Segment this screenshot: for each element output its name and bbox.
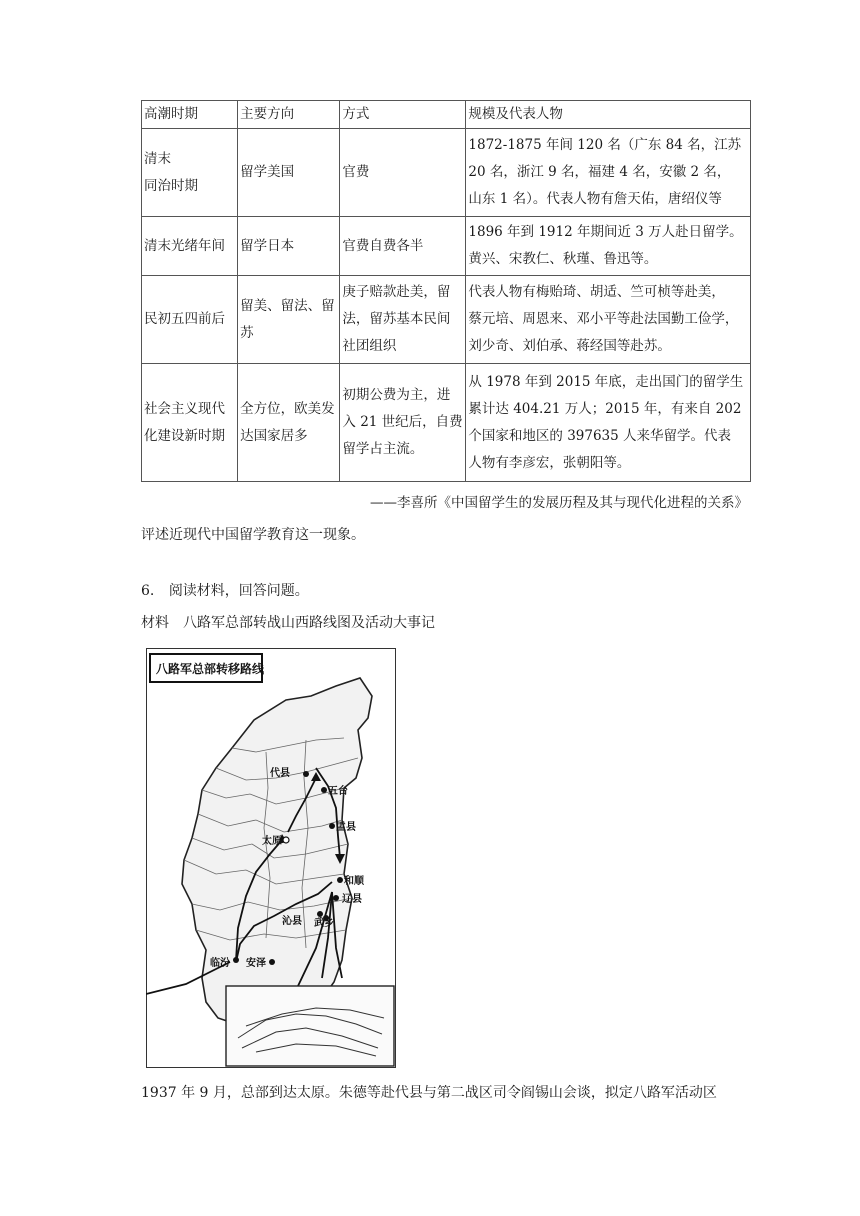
direction-cell bbox=[238, 364, 340, 482]
cell-line: 清末 bbox=[144, 150, 171, 167]
place-label: 代县 bbox=[270, 768, 290, 779]
study-abroad-table bbox=[141, 100, 751, 482]
period-cell: 清末光绪年间 bbox=[142, 217, 238, 276]
table-source-citation: ——李喜所《中国留学生的发展历程及其与现代化进程的关系》 bbox=[370, 495, 748, 511]
header-cell: 主要方向 bbox=[238, 101, 340, 129]
cell-line: 留美、留法、留 bbox=[240, 297, 335, 314]
detail-cell bbox=[466, 276, 751, 364]
cell-line: 人物有李彦宏，张朝阳等。 bbox=[468, 454, 631, 471]
cell-line: 达国家居多 bbox=[240, 427, 308, 444]
header-cell: 规模及代表人物 bbox=[466, 101, 751, 129]
question-instruction: 阅读材料，回答问题。 bbox=[168, 583, 309, 599]
method-cell bbox=[340, 276, 466, 364]
place-label: 和顺 bbox=[344, 876, 364, 887]
cell-line: 山东 1 名）。代表人物有詹天佑，唐绍仪等 bbox=[468, 191, 722, 207]
place-label: 盂县 bbox=[336, 822, 356, 833]
cell-line: 累计达 404.21 万人；2015 年，有来自 202 bbox=[468, 400, 742, 417]
table-row bbox=[142, 217, 751, 276]
method-cell: 官费 bbox=[340, 129, 466, 217]
cell-line: 从 1978 年到 2015 年底，走出国门的留学生 bbox=[468, 373, 744, 390]
cell-line: 20 名，浙江 9 名，福建 4 名，安徽 2 名， bbox=[468, 164, 731, 180]
material-title: 材料 八路军总部转战山西路线图及活动大事记 bbox=[141, 615, 435, 631]
cell-line: 法，留苏基本民间 bbox=[342, 311, 451, 327]
cell-line: 入 21 世纪后，自费 bbox=[342, 414, 463, 430]
cell-line: 化建设新时期 bbox=[144, 427, 225, 444]
cell-line: 苏 bbox=[240, 324, 254, 341]
cell-line: 个国家和地区的 397635 人来华留学。代表 bbox=[468, 427, 732, 444]
direction-cell: 留学日本 bbox=[238, 217, 340, 276]
cell-line: 社会主义现代 bbox=[144, 400, 225, 417]
cell-line: 初期公费为主，进 bbox=[342, 387, 451, 403]
detail-cell bbox=[466, 129, 751, 217]
cell-line: 社团组织 bbox=[342, 338, 397, 354]
place-label: 五台 bbox=[328, 786, 348, 797]
place-label: 辽县 bbox=[342, 894, 362, 905]
cell-line: 留学占主流。 bbox=[342, 441, 424, 457]
place-label: 太原 bbox=[262, 836, 282, 847]
place-label: 沁县 bbox=[282, 916, 302, 927]
cell-line: 刘少奇、刘伯承、蒋经国等赴苏。 bbox=[468, 338, 671, 354]
table-row bbox=[142, 364, 751, 482]
direction-cell: 留学美国 bbox=[238, 129, 340, 217]
period-cell bbox=[142, 129, 238, 217]
cell-line: 同治时期 bbox=[144, 177, 198, 194]
cell-line: 蔡元培、周恩来、邓小平等赴法国勤工俭学， bbox=[468, 311, 739, 327]
question-number: 6. bbox=[141, 583, 155, 599]
detail-cell bbox=[466, 217, 751, 276]
place-label: 武乡 bbox=[314, 918, 334, 929]
direction-cell bbox=[238, 276, 340, 364]
method-cell: 官费自费各半 bbox=[340, 217, 466, 276]
table-row bbox=[142, 276, 751, 364]
period-cell: 民初五四前后 bbox=[142, 276, 238, 364]
cell-line: 全方位，欧美发 bbox=[240, 400, 335, 417]
detail-cell bbox=[466, 364, 751, 482]
method-cell bbox=[340, 364, 466, 482]
bottom-paragraph: 1937 年 9 月，总部到达太原。朱德等赴代县与第二战区司令阎锡山会谈，拟定八路军活动区 bbox=[141, 1085, 717, 1101]
cell-line: 庚子赔款赴美，留 bbox=[342, 284, 451, 300]
cell-line: 黄兴、宋教仁、秋瑾、鲁迅等。 bbox=[468, 251, 658, 267]
question-5-prompt: 评述近现代中国留学教育这一现象。 bbox=[141, 527, 365, 543]
header-cell: 高潮时期 bbox=[142, 101, 238, 129]
period-cell bbox=[142, 364, 238, 482]
route-map bbox=[146, 648, 396, 1068]
place-label: 临汾 bbox=[210, 958, 230, 969]
cell-line: 代表人物有梅贻琦、胡适、竺可桢等赴美， bbox=[468, 284, 725, 300]
question-6-heading bbox=[141, 580, 309, 600]
table-header-row bbox=[142, 101, 751, 129]
map-title: 八路军总部转移路线 bbox=[156, 662, 265, 676]
cell-line: 1896 年到 1912 年期间近 3 万人赴日留学。 bbox=[468, 224, 743, 240]
place-label: 安泽 bbox=[246, 958, 266, 969]
table-row bbox=[142, 129, 751, 217]
header-cell: 方式 bbox=[340, 101, 466, 129]
cell-line: 1872-1875 年间 120 名（广东 84 名，江苏 bbox=[468, 137, 742, 153]
